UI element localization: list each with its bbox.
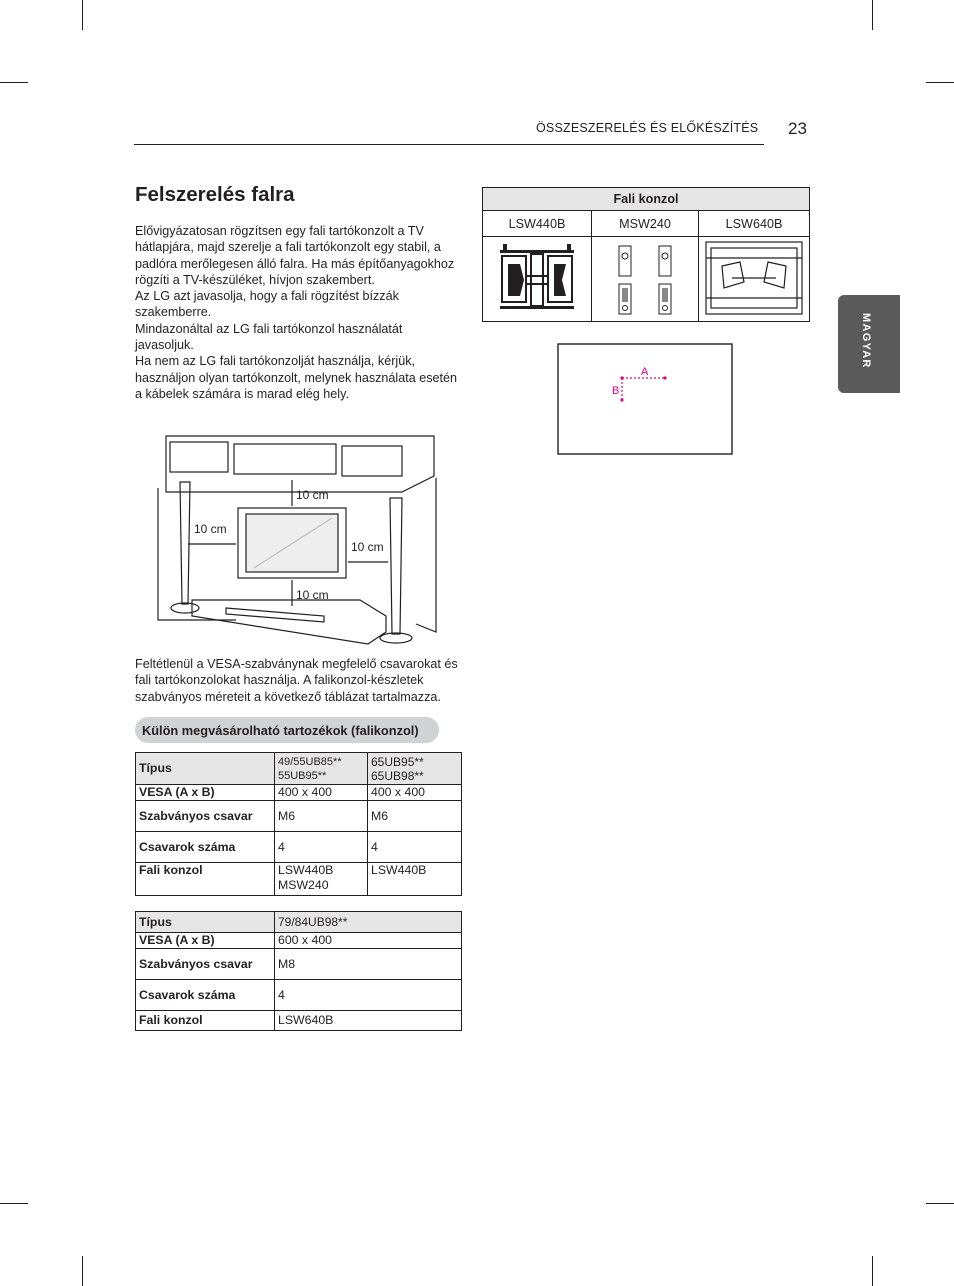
table-cell: Fali konzol <box>136 1011 275 1031</box>
right-speaker <box>390 498 402 634</box>
table-cell: Fali konzol <box>136 863 275 896</box>
accessories-heading <box>135 717 439 743</box>
language-tab-label: MAGYAR <box>860 313 872 369</box>
vesa-dimension-diagram <box>557 343 733 455</box>
bracket-table-title: Fali konzol <box>483 188 810 211</box>
clearance-bottom-label: 10 cm <box>296 588 329 602</box>
table-cell: Csavarok száma <box>136 832 275 863</box>
table-row <box>136 832 462 863</box>
crop-mark <box>82 0 83 30</box>
crop-mark <box>926 82 954 83</box>
table-row <box>136 949 462 980</box>
crop-mark <box>926 1203 954 1204</box>
header-rule <box>134 144 764 145</box>
table-cell: LSW440B MSW240 <box>275 863 368 896</box>
table-cell: 400 x 400 <box>275 785 368 801</box>
language-tab <box>838 295 900 393</box>
table-cell: M8 <box>275 949 462 980</box>
table-cell: M6 <box>275 801 368 832</box>
table-cell: Típus <box>136 753 275 785</box>
table-cell <box>592 237 699 322</box>
table-cell: 65UB95** 65UB98** <box>368 753 462 785</box>
wall-outline <box>416 478 436 632</box>
mount-hole <box>663 376 666 379</box>
crop-mark <box>872 0 873 30</box>
clearance-top-label: 10 cm <box>296 488 329 502</box>
table-cell: LSW640B <box>275 1011 462 1031</box>
spec-table <box>135 911 462 1031</box>
table-cell: VESA (A x B) <box>136 785 275 801</box>
table-row <box>136 863 462 896</box>
table-row <box>483 188 810 211</box>
table-cell: 4 <box>275 980 462 1011</box>
bracket-table <box>482 187 810 322</box>
table-cell: M6 <box>368 801 462 832</box>
table-cell: VESA (A x B) <box>136 933 275 949</box>
table-row <box>136 785 462 801</box>
mount-hole <box>620 398 623 401</box>
crop-mark <box>0 82 28 83</box>
crop-mark <box>872 1256 873 1286</box>
accessories-heading-label: Külön megvásárolható tartozékok (falikonzol) <box>142 723 419 738</box>
vesa-a-label: A <box>641 366 649 378</box>
table-row <box>136 980 462 1011</box>
left-speaker <box>180 482 190 604</box>
table-cell <box>483 237 592 322</box>
table-row <box>136 1011 462 1031</box>
table-row <box>136 933 462 949</box>
running-header: ÖSSZESZERELÉS ÉS ELŐKÉSZÍTÉS <box>536 121 759 135</box>
table-row <box>136 801 462 832</box>
table-cell: LSW640B <box>699 211 810 237</box>
clearance-right-label: 10 cm <box>351 540 384 554</box>
table-row <box>136 912 462 933</box>
table-cell <box>699 237 810 322</box>
crop-mark <box>82 1256 83 1286</box>
spec-table <box>135 752 462 896</box>
table-row <box>483 211 810 237</box>
table-cell: 4 <box>368 832 462 863</box>
crop-mark <box>0 1203 28 1204</box>
table-cell: Szabványos csavar <box>136 801 275 832</box>
table-cell: Típus <box>136 912 275 933</box>
table-cell: Szabványos csavar <box>136 949 275 980</box>
table-cell: Csavarok száma <box>136 980 275 1011</box>
page-title: Felszerelés falra <box>135 183 295 206</box>
clearance-left-label: 10 cm <box>194 522 227 536</box>
lsw640b-bracket-image <box>702 238 806 318</box>
lsw440b-bracket-image <box>498 240 576 316</box>
table-row <box>483 237 810 322</box>
table-cell: LSW440B <box>368 863 462 896</box>
wall-mount-clearance-diagram <box>154 432 446 648</box>
table-cell: 400 x 400 <box>368 785 462 801</box>
page-number: 23 <box>788 119 807 138</box>
table-cell: LSW440B <box>483 211 592 237</box>
table-cell: 49/55UB85** 55UB95** <box>275 753 368 785</box>
mount-hole <box>620 376 623 379</box>
table-row <box>136 753 462 785</box>
vesa-b-label: B <box>612 385 620 397</box>
table-cell: 4 <box>275 832 368 863</box>
tv-back-outline <box>558 344 732 454</box>
vesa-note-paragraph: Feltétlenül a VESA-szabványnak megfelelő csavarokat és fali tartókonzolokat használja. A falikonzol-készletek szabványos méreteit a következő táblázat tartalmazza. <box>135 657 458 704</box>
tv-stand <box>192 600 386 644</box>
table-cell: MSW240 <box>592 211 699 237</box>
table-cell: 600 x 400 <box>275 933 462 949</box>
table-cell: 79/84UB98** <box>275 912 462 933</box>
intro-paragraph: Elővigyázatosan rögzítsen egy fali tartókonzolt a TV hátlapjára, majd szerelje a fali tartókonzolt egy stabil, a padlóra merőlegesen álló falra. Ha más építőanyagokhoz rögzíti a TV-készüléket, hívjon szakembert. Az LG azt javasolja, hogy a fali rögzítést bízzák szakemberre. Mindazonáltal az LG fali tartókonzol használatát javasoljuk. Ha nem az LG fali tartókonzolját használja, kérjük, használjon olyan tartókonzolt, melynek használata esetén a kábelek számára is marad elég hely. <box>135 224 458 401</box>
msw240-bracket-image <box>605 240 685 316</box>
